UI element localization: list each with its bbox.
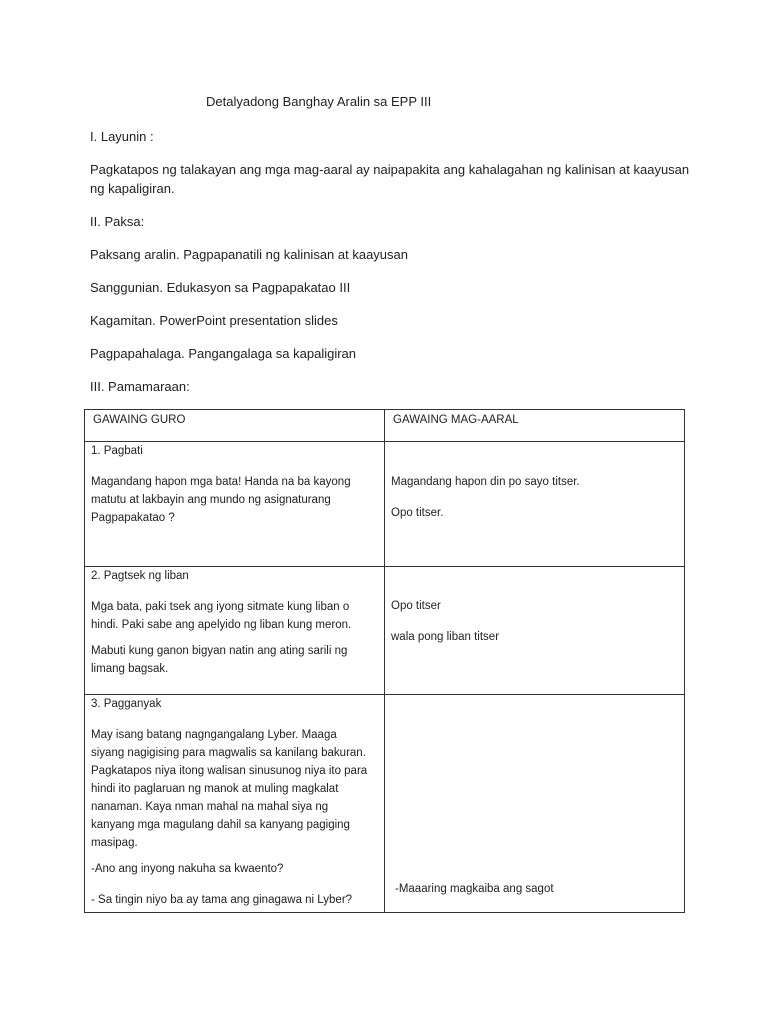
mag-aaral-line: wala pong liban titser (391, 631, 500, 643)
step-title: 1. Pagbati (91, 445, 143, 457)
guro-cell (85, 442, 385, 567)
guro-line: - Sa tingin niyo ba ay tama ang ginagawa ni Lyber? (91, 894, 353, 906)
guro-line: Mga bata, paki tsek ang iyong sitmate kung liban o hindi. Paki sabe ang apelyido ng liban kung meron. (91, 601, 352, 631)
header-gawaing-guro-label: GAWAING GURO (93, 414, 186, 426)
document-title: Detalyadong Banghay Aralin sa EPP III (206, 94, 432, 109)
header-gawaing-guro (85, 410, 385, 442)
header-gawaing-mag-aaral-label: GAWAING MAG-AARAL (393, 414, 519, 426)
table-header-row (85, 410, 685, 442)
step-title: 3. Pagganyak (91, 698, 162, 710)
guro-cell (85, 695, 385, 913)
guro-cell (85, 567, 385, 695)
paksang-aralin-line: Paksang aralin. Pagpapanatili ng kalinisan at kaayusan (90, 247, 408, 262)
guro-line: -Ano ang inyong nakuha sa kwaento? (91, 863, 284, 875)
table-row (85, 695, 685, 913)
lesson-table (84, 409, 685, 913)
guro-line: Magandang hapon mga bata! Handa na ba kayong matutu at lakbayin ang mundo ng asignaturang Pagpapakatao ? (91, 476, 351, 524)
table-row (85, 442, 685, 567)
sanggunian-line: Sanggunian. Edukasyon sa Pagpapakatao III (90, 280, 351, 295)
step-title: 2. Pagtsek ng liban (91, 570, 189, 582)
pamamaraan-heading: III. Pamamaraan: (90, 379, 190, 394)
mag-aaral-cell (385, 442, 685, 567)
guro-line: Mabuti kung ganon bigyan natin ang ating sarili ng limang bagsak. (91, 645, 348, 675)
guro-line: May isang batang nagngangalang Lyber. Maaga siyang nagigising para magwalis sa kanilang bakuran. Pagkatapos niya itong walisan sinusunog niya ito para hindi ito paglaruan ng manok at muling magkalat nanaman. Kaya nman mahal na mahal siya ng kanyang mga magulang dahil sa kanyang pagiging masipag. (91, 729, 368, 849)
mag-aaral-line: Magandang hapon din po sayo titser. (391, 476, 580, 488)
mag-aaral-cell (385, 695, 685, 913)
kagamitan-line: Kagamitan. PowerPoint presentation slides (90, 313, 338, 328)
layunin-heading: I. Layunin : (90, 129, 154, 144)
mag-aaral-line: -Maaaring magkaiba ang sagot (395, 883, 554, 895)
mag-aaral-cell (385, 567, 685, 695)
paksa-heading: II. Paksa: (90, 214, 145, 229)
pagpapahalaga-line: Pagpapahalaga. Pangangalaga sa kapaligiran (90, 346, 356, 361)
mag-aaral-line: Opo titser (391, 600, 441, 612)
header-gawaing-mag-aaral (385, 410, 685, 442)
mag-aaral-line: Opo titser. (391, 507, 444, 519)
layunin-text: Pagkatapos ng talakayan ang mga mag-aaral ay naipapakita ang kahalagahan ng kalinisan at kaayusan ng kapaligiran. (90, 162, 690, 196)
table-row (85, 567, 685, 695)
